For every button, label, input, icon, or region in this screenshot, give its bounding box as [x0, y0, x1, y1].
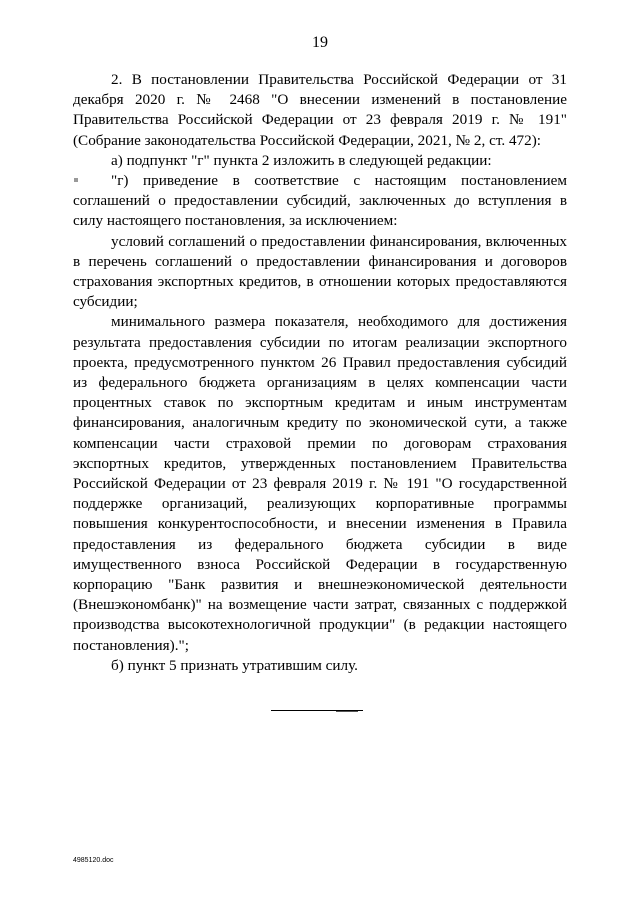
- paragraph-subitem-a: а) подпункт "г" пункта 2 изложить в следующей редакции:: [111, 151, 492, 169]
- paragraph-subitem-g: "г) приведение в соответствие с настоящим постановлением соглашений о предоставлении субсидий, заключенных до вступления в силу настоящего постановления, за исключением:: [73, 172, 567, 230]
- paragraph-subitem-b: б) пункт 5 признать утратившим силу.: [111, 656, 358, 674]
- paragraph-amendment-intro: 2. В постановлении Правительства Российской Федерации от 31 декабря 2020 г. № 2468 "О внесении изменений в постановление Правительства Российской Федерации от 23 февраля 2019 г. № 191" (Собрание законодательства Российской Федерации, 2021, № 2, ст. 472):: [73, 71, 567, 149]
- paragraph-minimum-indicator: минимального размера показателя, необходимого для достижения результата предоставления субсидии по итогам реализации экспортного проекта, предусмотренного пунктом 26 Правил предоставления субсидий из федерального бюджета организациям в целях компенсации части процентных ставок по экспортным кредитам и иным инструментам финансирования, аналогичным кредиту по экономической сути, а также компенсации части страховой премии по договорам страхования экспортных кредитов, утвержденных постановлением Правительства Российской Федерации от 23 февраля 2019 г. № 191 "О государственной поддержке организаций, реализующих корпоративные программы повышения конкурентоспособности, и внесении изменения в Правила предоставления из федерального бюджета субсидии в виде имущественного взноса Российской Федерации в государственную корпорацию "Банк развития и внешнеэкономической деятельности (Внешэкономбанк)" на возмещение части затрат, связанных с поддержкой производства высокотехнологичной продукции" (в редакции настоящего постановления).";: [73, 313, 567, 654]
- document-body: [73, 70, 567, 676]
- document-file-id: 4985120.doc: [73, 857, 114, 864]
- end-divider-tick: [336, 711, 358, 712]
- page-number: 19: [312, 34, 328, 51]
- paragraph-conditions: условий соглашений о предоставлении финансирования, включенных в перечень соглашений о предоставлении финансирования и договоров страхования экспортных кредитов, в отношении которых предоставляются субсидии;: [73, 232, 567, 311]
